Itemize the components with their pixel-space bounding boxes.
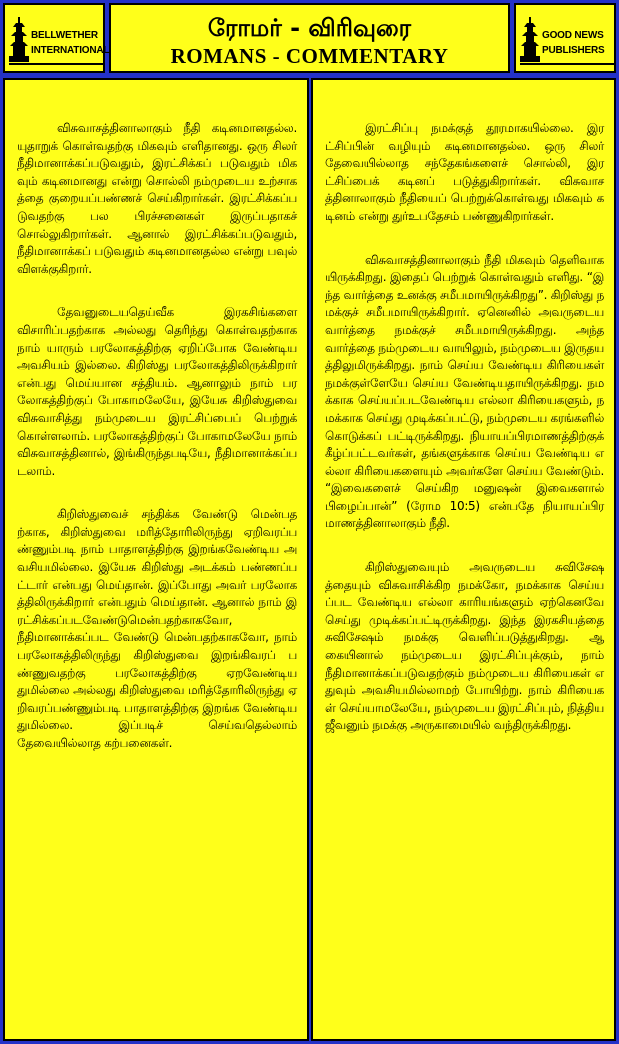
paragraph: கிறிஸ்துவையும் அவருடைய சுவிசேஷத்தையும் விசுவாசிக்கிற நமக்கோ, நமக்காக செய்யப்பட வேண்டிய எல்லா காரியங்களும் ஏற்கெனவே செய்து முடிக்கப்பட்டிருக்கிறது. இந்த இரகசியத்தை சுவிசேஷம் நமக்கு வெளிப்படுத்துகிறது. ஆகையினால் நம்முடைய இரட்சிப்புக்கும், நாம் நீதிமானாக்கப்படுவதற்கும் நம்முடைய கிரியைகள் எதுவும் அவசியமில்லாமற் போயிற்று. நாம் கிரியைகள் செய்யாமலேயே, நம்முடைய இரட்சிப்பும், நித்திய ஜீவனும் நமக்கு அருகாமையில் வந்திருக்கிறது. <box>325 560 604 733</box>
logo-text-line1: BELLWETHER <box>31 30 98 41</box>
good-news-publishers-logo <box>514 3 616 73</box>
title-banner <box>109 3 510 73</box>
paragraph: விசுவாசத்தினாலாகும் நீதி கடினமானதல்ல. யுதாறுக் கொள்வதற்கு மிகவும் எளிதானது. ஒரு சிலர் நீதிமானாக்கப்படுவதும், இரட்சிக்கப் படுவதும் மிகவும் கடினமானது என்று சொல்லி நம்முடைய உற்சாகத்தை குறையப்பண்ணச் செய்கிறார்கள். இரட்சிக்கப்படுவதற்கு பல பிரச்சனைகள் இருப்பதாகச் சொல்லுகிறார்கள். ஆனால் இரட்சிக்கப்படுவதும், நீதிமானாக்கப் படுவதும் கடினமானதல்ல என்று பவுல் விளக்குகிறார். <box>17 121 297 276</box>
left-text-column <box>3 78 309 1041</box>
logo-underline <box>9 63 103 65</box>
right-text-column <box>311 78 616 1041</box>
bellwether-logo <box>3 3 110 73</box>
page-title-english: ROMANS - COMMENTARY <box>170 44 449 68</box>
pagoda-logo-icon <box>9 17 29 63</box>
logo-underline <box>520 63 614 65</box>
paragraph: தேவனுடையதெய்வீக இரகசிங்களை விசாரிப்பதற்காக அல்லது தெரிந்து கொள்வதற்காக நாம் யாரும் பரலோகத்திற்கு ஏறிப்போக வேண்டிய அவசியம் இல்லை. கிறிஸ்து பரலோகத்திலிருக்கிறார் என்பது மெய்யான சத்தியம். ஆனாலும் நாம் பரலோகத்திற்குப் போகாமலேயே, இயேசு கிறிஸ்துவை விசுவாசித்து நம்முடைய இரட்சிப்பைப் பெற்றுக் கொள்ளலாம். பரலோகத்திற்குப் போகாமலேயே நாம் விசுவாசத்தினால், இங்கிருந்தபடியே, நீதிமானாக்கப்படலாம். <box>17 305 297 478</box>
logo-text-line2: INTERNATIONAL <box>31 45 110 56</box>
logo-text-line2: PUBLISHERS <box>542 45 605 56</box>
paragraph: விசுவாசத்தினாலாகும் நீதி மிகவும் தெளிவாகயிருக்கிறது. இதைப் பெற்றுக் கொள்வதும் எளிது. “இந்த வார்த்தை உனக்கு சமீபமாயிருக்கிறது”. கிறிஸ்து நமக்குச் சமீபமாயிருக்கிறார். ஏனெனில் அவருடைய வார்த்தை நமக்குச் சமீபமாயிருக்கிறது. அந்த வார்த்தை நம்முடைய வாயிலும், நம்முடைய இருதயத்திலுமிருக்கிறது. நாம் செய்ய வேண்டிய கிரியைகள் நமக்குள்ளேயே செய்ய வேண்டியதாயிருக்கிறது. நமக்காக செய்யப்படவேண்டிய எல்லா கிரியைகளும், நமக்காக செய்து முடிக்கப்பட்டு, நம்முடைய கரங்களில் கொடுக்கப் பட்டிருக்கிறது. நியாயப்பிரமாணத்திற்குக் கீழ்ப்பட்டவர்கள், தங்களுக்காக செய்ய வேண்டிய எல்லா கிரியைகளையும் அவர்களே செய்ய வேண்டும். “இவைகளைச் செய்கிற மனுஷன் இவைகளால் பிழைப்பான்” (ரோம 10:5) என்பதே நியாயப்பிரமாணத்தினாலாகும் நீதி. <box>325 252 604 531</box>
page-title-tamil: ரோமர் - விரிவுரை <box>207 14 412 42</box>
logo-text-line1: GOOD NEWS <box>542 30 604 41</box>
paragraph: கிறிஸ்துவைச் சந்திக்க வேண்டு மென்பதற்காக, கிறிஸ்துவை மரித்தோரிலிருந்து ஏறிவரப்பண்ணும்படி நாம் பாதாளத்திற்கு இறங்கவேண்டிய அவசியமில்லை. இயேசு கிறிஸ்து அடக்கம் பண்ணப்பட்டார் என்பது மெய்தான். இப்போது அவர் பரலோகத்திலிருக்கிறார் என்பதும் மெய்தான். ஆனால் நாம் இரட்சிக்கப்படவேண்டுமென்பதற்காகவோ, நீதிமானாக்கப்பட வேண்டு மென்பதற்காகவோ, நாம் பரலோகத்திலிருந்து கிறிஸ்துவை இறங்கிவரப் பண்ணுவதற்கு பரலோகத்திற்கு ஏறவேண்டியதுமில்லை அல்லது கிறிஸ்துவை மரித்தோரிலிருந்து ஏறிவரப்பண்ணும்படி பாதாளத்திற்கு இறங்க வேண்டியதுமில்லை. இப்படிச் செய்வதெல்லாம் தேவையில்லாத கற்பனைகள். <box>17 507 297 750</box>
pagoda-logo-icon <box>520 17 540 63</box>
paragraph: இரட்சிப்பு நமக்குத் தூரமாகயில்லை. இரட்சிப்பின் வழியும் கடினமானதல்ல. ஒரு சிலர் தேவையில்லாத சந்தேகங்களைச் சொல்லி, இரட்சிப்பைக் கடினப் படுத்துகிறார்கள். விசுவாசத்தினாலாகும் நீதியைப் பெற்றுக்கொள்வது மிகவும் கடினம் என்று துர்உபதேசம் பண்ணுகிறார்கள். <box>325 121 604 223</box>
